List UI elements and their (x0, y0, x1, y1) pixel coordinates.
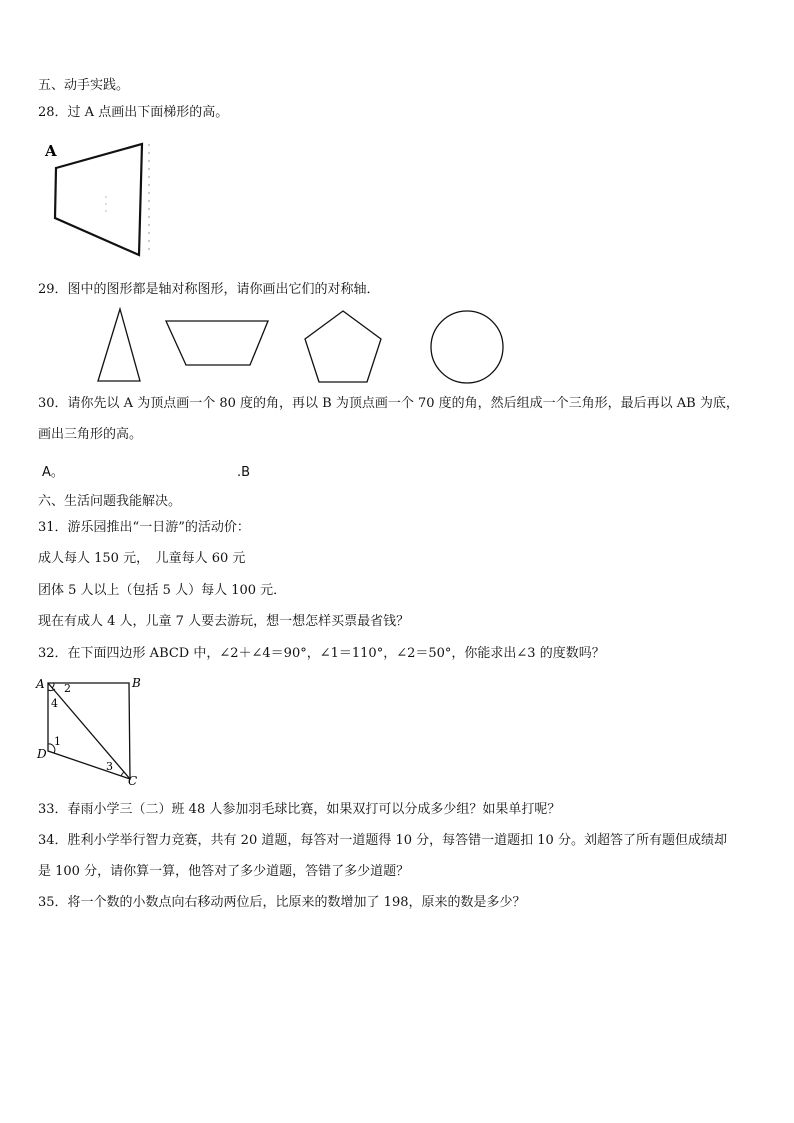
q32-label-a: A (36, 677, 45, 691)
question-30-text-line1: 30．请你先以 A 为顶点画一个 80 度的角，再以 B 为顶点画一个 70 度的角，然后组成一个三角形，最后再以 AB 为底， (38, 396, 739, 411)
section-6-heading: 六、生活问题我能解决。 (38, 494, 182, 509)
question-29-text: 29．图中的图形都是轴对称图形，请你画出它们的对称轴． (38, 282, 380, 297)
question-31-line3: 团体 5 人以上（包括 5 人）每人 100 元． (38, 583, 287, 598)
section-5-heading: 五、动手实践。 (38, 78, 130, 93)
q29-shapes-figure (90, 305, 510, 390)
q32-label-b: B (132, 676, 141, 690)
q28-point-a-label: A (45, 142, 57, 160)
q28-trapezoid (55, 144, 142, 255)
q32-angle-label-1: 1 (54, 735, 61, 748)
q28-trapezoid-figure (40, 136, 160, 266)
question-33-text: 33．春雨小学三（二）班 48 人参加羽毛球比赛，如果双打可以分成多少组？如果单打呢？ (38, 802, 561, 817)
question-35-text: 35．将一个数的小数点向右移动两位后，比原来的数增加了 198，原来的数是多少？ (38, 895, 526, 910)
question-34-line1: 34．胜利小学举行智力竞赛，共有 20 道题，每答对一道题得 10 分，每答错一道题扣 10 分。刘超答了所有题但成绩却 (38, 833, 727, 848)
question-32-text: 32．在下面四边形 ABCD 中，∠2＋∠4＝90°，∠1＝110°，∠2＝50°，你能求出∠3 的度数吗？ (38, 646, 605, 661)
q30-point-a: A。 (42, 465, 64, 480)
q32-angle-label-2: 2 (64, 682, 71, 695)
q29-isosceles-triangle (98, 309, 140, 381)
question-34-line2: 是 100 分，请你算一算，他答对了多少道题，答错了多少道题？ (38, 864, 410, 879)
q32-angle-2-arc (52, 683, 54, 688)
q32-angle-label-3: 3 (106, 760, 113, 773)
question-28-text: 28．过 A 点画出下面梯形的高。 (38, 105, 229, 120)
q32-quadrilateral-figure (34, 674, 144, 789)
question-31-line2: 成人每人 150 元， 儿童每人 60 元 (38, 551, 246, 566)
q32-angle-label-4: 4 (51, 697, 58, 710)
q29-circle (431, 311, 503, 383)
question-30-text-line2: 画出三角形的高。 (38, 427, 143, 442)
question-31-line4: 现在有成人 4 人，儿童 7 人要去游玩，想一想怎样买票最省钱？ (38, 614, 410, 629)
q32-label-c: C (128, 774, 138, 788)
q32-angle-3-arc (121, 772, 124, 776)
q29-isosceles-trapezoid (166, 321, 268, 365)
question-31-line1: 31．游乐园推出“一日游”的活动价： (38, 520, 250, 535)
q29-regular-pentagon (305, 311, 381, 382)
q30-point-b: .B (237, 465, 251, 480)
q32-label-d: D (37, 747, 47, 761)
